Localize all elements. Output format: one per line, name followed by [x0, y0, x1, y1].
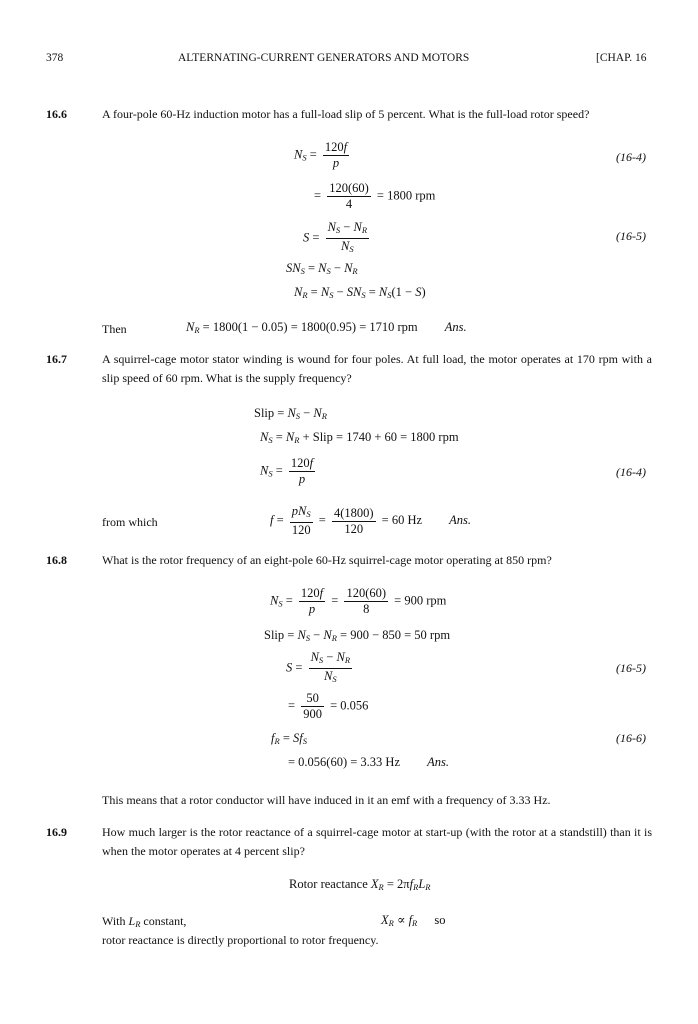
- equation: S = $\frac{N_S - N_R}{N_S}$: [303, 220, 368, 254]
- fraction-denominator: 8: [363, 602, 370, 616]
- equation: $N_S$ = $\frac{120f}{p}$: [260, 456, 314, 486]
- equation: $N_S$ = $\frac{120f}{p}$ = $\frac{120(60)}{8}$ = 900 rpm: [270, 586, 447, 616]
- fraction-numerator: 4(1800): [333, 505, 374, 520]
- equation: [288, 755, 449, 770]
- equation-result: = 0.056: [330, 698, 369, 713]
- equation-result: = 0.056(60) = 3.33 Hz: [288, 755, 400, 769]
- equation: $SN_S = N_S - N_R$: [286, 261, 358, 276]
- problem-question: A squirrel-cage motor stator winding is wound for four poles. At full load, the motor operates at 170 rpm with a slip speed of 60 rpm. What is the supply frequency?: [102, 352, 652, 385]
- fraction-numerator: 120(60): [346, 586, 387, 600]
- equation: $f_R = Sf_S$: [271, 731, 307, 746]
- running-title: ALTERNATING-CURRENT GENERATORS AND MOTORS: [178, 52, 470, 64]
- equation: $N_R = N_S - SN_S = N_S(1 - S)$: [294, 285, 426, 300]
- explanation-text: This means that a rotor conductor will have induced in it an emf with a frequency of 3.33 Hz.: [102, 793, 551, 807]
- equation-ref: (16-5): [616, 661, 646, 675]
- then-label: Then: [102, 322, 127, 336]
- equation-ref: (16-4): [616, 150, 646, 164]
- reactance-label: Rotor reactance: [289, 877, 368, 891]
- with-label: With: [102, 914, 126, 928]
- so-label: so: [434, 913, 446, 927]
- conclusion-text: rotor reactance is directly proportional to rotor frequency.: [102, 933, 379, 947]
- answer-marker: Ans.: [427, 755, 449, 769]
- equation: Rotor reactance $X_R = 2\pi f_RL_R$: [289, 877, 431, 892]
- equation: $N_S$ = $\frac{120f}{p}$: [294, 140, 348, 170]
- answer-marker: Ans.: [449, 512, 472, 527]
- equation-result: = 60 Hz: [381, 512, 423, 527]
- equation: $X_R \propto f_R$ so: [381, 913, 446, 928]
- equation: = $\frac{50}{900}$ = 0.056: [288, 691, 369, 721]
- equation: S = $\frac{N_S - N_R}{N_S}$: [286, 650, 351, 684]
- fraction-denominator: 4: [345, 197, 353, 211]
- with-lr-constant-text: With $L_R$ constant,: [102, 914, 187, 929]
- problem-question: How much larger is the rotor reactance of a squirrel-cage motor at start-up (with the rotor at a standstill) than it is when the motor operates at 4 percent slip?: [102, 825, 652, 858]
- equation-ref: (16-6): [616, 731, 646, 745]
- problem-number: 16.6: [46, 107, 67, 121]
- fraction-numerator: 50: [301, 691, 324, 707]
- problem-number: 16.9: [46, 825, 67, 839]
- equation-ref: (16-4): [616, 465, 646, 479]
- equation-result: = 1800 rpm: [376, 188, 436, 203]
- problem-number: 16.8: [46, 553, 67, 567]
- from-which-label: from which: [102, 515, 158, 529]
- fraction-denominator: 900: [303, 707, 322, 721]
- answer-marker: Ans.: [444, 320, 467, 334]
- equation: Slip = $N_S - N_R$: [254, 406, 327, 421]
- page-number: 378: [46, 52, 64, 64]
- equation: f = $\frac{pN_S}{120}$ = $\frac{4(1800)}{120}$ = 60 Hz Ans.: [270, 504, 472, 537]
- problem-question: A four-pole 60-Hz induction motor has a full-load slip of 5 percent. What is the full-load rotor speed?: [102, 107, 590, 121]
- chapter-label: [CHAP. 16: [596, 52, 647, 64]
- equation: = $\frac{120(60)}{4}$ = 1800 rpm: [314, 181, 436, 211]
- equation: $N_S = N_R$ + Slip = 1740 + 60 = 1800 rpm: [260, 430, 459, 445]
- problem-number: 16.7: [46, 352, 67, 366]
- problem-question: What is the rotor frequency of an eight-pole 60-Hz squirrel-cage motor operating at 850 rpm?: [102, 553, 552, 567]
- equation: $N_R = 1800(1 - 0.05) = 1800(0.95) = 1710$ rpm Ans.: [186, 320, 467, 335]
- constant-label: constant,: [143, 914, 187, 928]
- equation-ref: (16-5): [616, 229, 646, 243]
- equation: Slip = $N_S - N_R = 900 - 850 = 50$ rpm: [264, 628, 451, 643]
- equation-result: = 900 rpm: [394, 593, 447, 608]
- fraction-numerator: 120(60): [329, 181, 369, 195]
- fraction-denominator: 120: [344, 521, 364, 536]
